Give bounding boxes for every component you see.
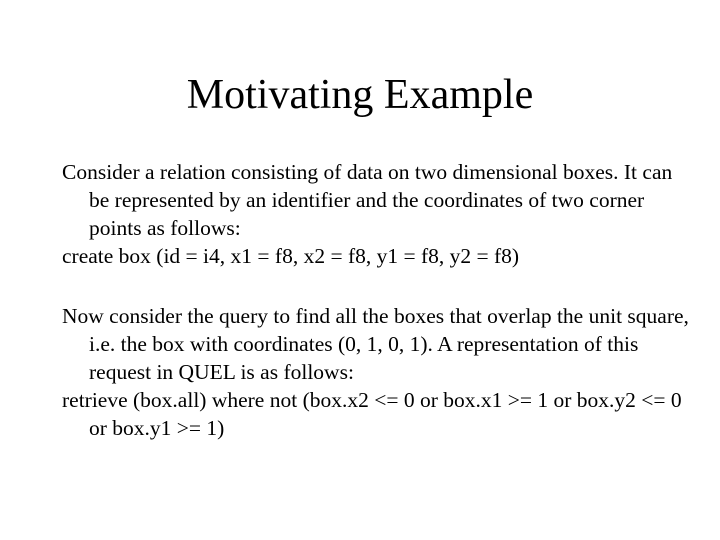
paragraph-create-statement: create box (id = i4, x1 = f8, x2 = f8, y1 = f8, y2 = f8)	[62, 244, 520, 268]
paragraph-spacer	[62, 270, 692, 302]
slide-title: Motivating Example	[186, 72, 534, 118]
paragraph-relation-description: Consider a relation consisting of data on two dimensional boxes. It can be represented by an identifier and the coordinates of two corner points as follows:	[62, 160, 673, 240]
paragraph-query-description: Now consider the query to find all the boxes that overlap the unit square, i.e. the box with coordinates (0, 1, 0, 1). A representation of this request in QUEL is as follows:	[62, 304, 689, 384]
slide-body	[62, 158, 692, 442]
paragraph-retrieve-statement: retrieve (box.all) where not (box.x2 <= 0 or box.x1 >= 1 or box.y2 <= 0 or box.y1 >= 1)	[62, 388, 682, 440]
